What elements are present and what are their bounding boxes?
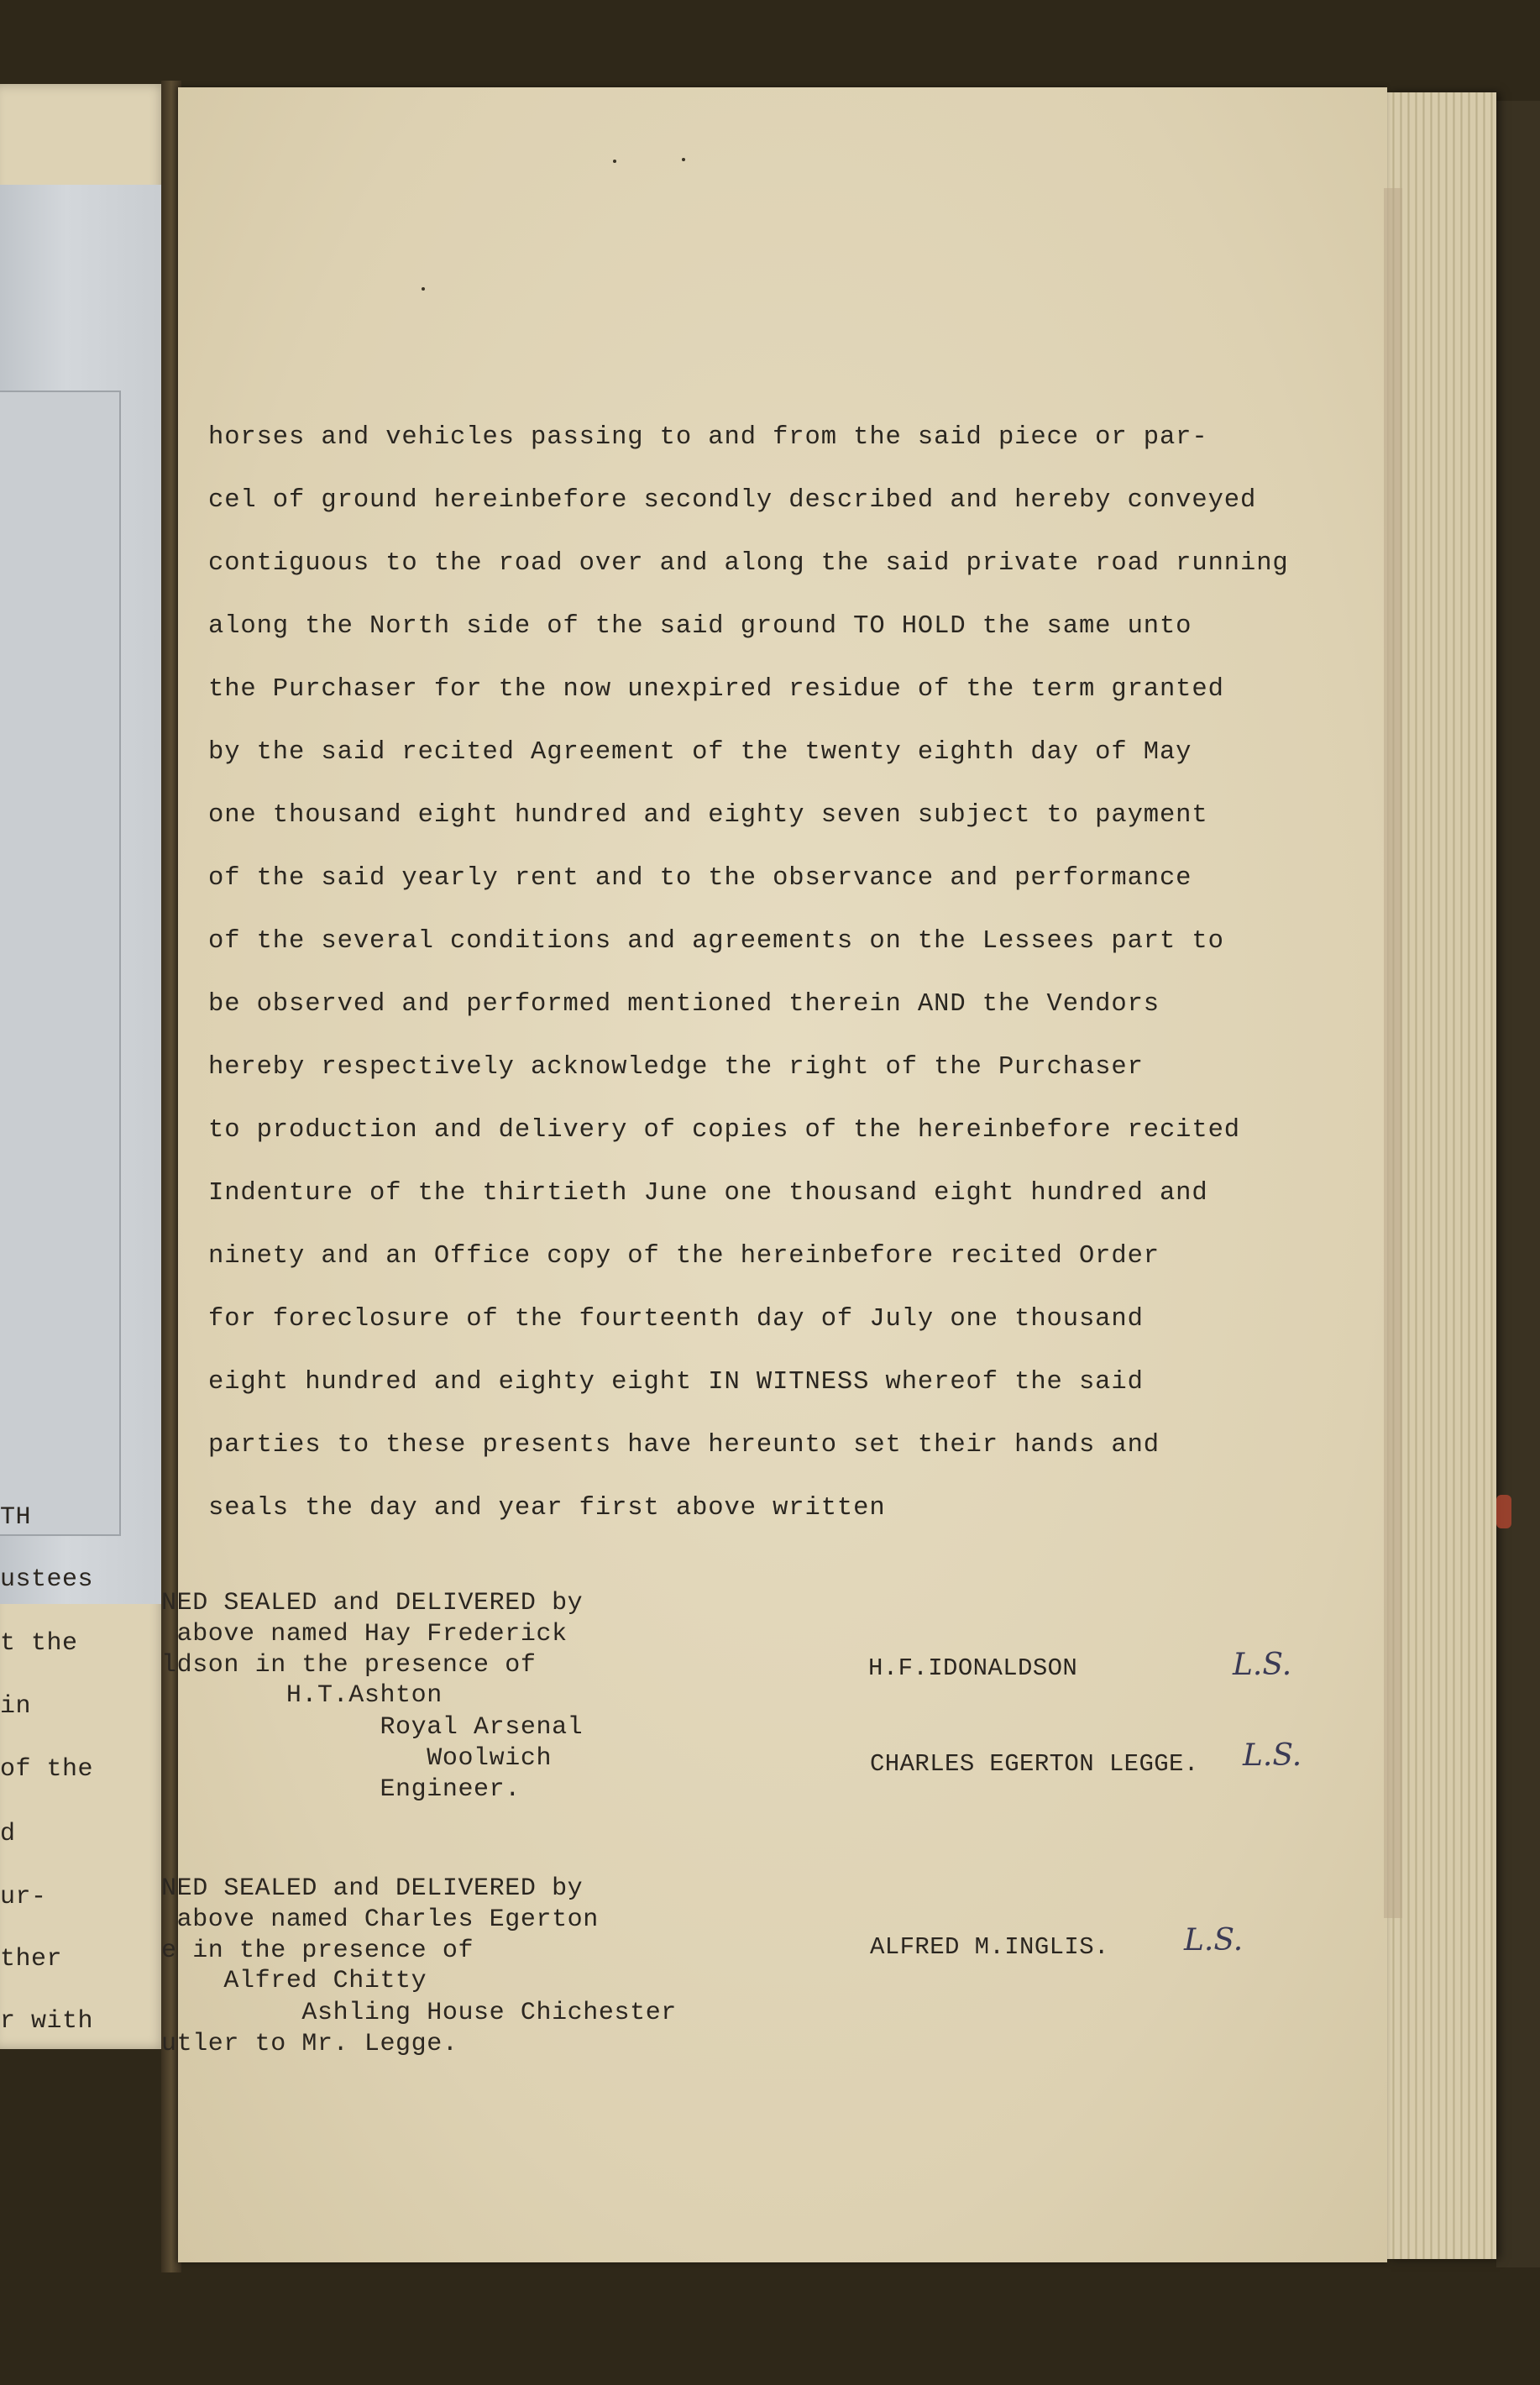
red-ribbon-mark: [1496, 1495, 1511, 1528]
deed-line: by the said recited Agreement of the twenty eighth day of May: [208, 738, 1192, 767]
ink-speck: [682, 158, 685, 161]
left-fragment: d: [0, 1820, 16, 1848]
ink-speck: [422, 287, 425, 291]
deed-line: one thousand eight hundred and eighty seven subject to payment: [208, 801, 1208, 830]
deed-line: to production and delivery of copies of the hereinbefore recited: [208, 1116, 1240, 1145]
signature-donaldson: H.F.IDONALDSON: [868, 1654, 1078, 1682]
deed-line: Indenture of the thirtieth June one thousand eight hundred and: [208, 1179, 1208, 1208]
attestation-line: ldson in the presence of: [161, 1651, 537, 1680]
page-fold-shadow: [1384, 188, 1402, 1918]
previous-page: [0, 84, 168, 2049]
attestation-line: Royal Arsenal: [161, 1713, 584, 1742]
attestation-line: Ashling House Chichester: [161, 1999, 677, 2027]
signature-legge: CHARLES EGERTON LEGGE.: [870, 1750, 1199, 1778]
left-fragment: ur-: [0, 1883, 47, 1911]
deed-line: hereby respectively acknowledge the right of the Purchaser: [208, 1053, 1144, 1082]
attestation-line: above named Charles Egerton: [161, 1905, 599, 1934]
attestation-line: Alfred Chitty: [161, 1967, 427, 1995]
attestation-line: above named Hay Frederick: [161, 1620, 568, 1649]
attestation-line: utler to Mr. Legge.: [161, 2030, 458, 2058]
tissue-fold: [0, 391, 121, 1536]
seal-mark: L.S.: [1184, 1923, 1244, 1958]
deed-line: eight hundred and eighty eight IN WITNESS whereof the said: [208, 1368, 1144, 1397]
attestation-line: H.T.Ashton: [161, 1681, 443, 1710]
deed-line: along the North side of the said ground TO HOLD the same unto: [208, 612, 1192, 641]
deed-line: for foreclosure of the fourteenth day of July one thousand: [208, 1305, 1144, 1334]
attestation-line: NED SEALED and DELIVERED by: [161, 1874, 584, 1903]
deed-page: [161, 87, 1387, 2262]
attestation-line: Woolwich: [161, 1744, 553, 1773]
attestation-line: e in the presence of: [161, 1937, 474, 1965]
left-fragment: ustees: [0, 1565, 94, 1594]
deed-line: ninety and an Office copy of the hereinbefore recited Order: [208, 1242, 1160, 1271]
deed-line: cel of ground hereinbefore secondly described and hereby conveyed: [208, 486, 1257, 515]
page-edges: [1387, 92, 1496, 2259]
signature-inglis: ALFRED M.INGLIS.: [870, 1933, 1109, 1961]
left-fragment: in: [0, 1692, 32, 1721]
deed-line: parties to these presents have hereunto set their hands and: [208, 1431, 1160, 1460]
left-fragment: t the: [0, 1629, 78, 1658]
deed-line: horses and vehicles passing to and from the said piece or par-: [208, 423, 1208, 452]
deed-line: of the several conditions and agreements on the Lessees part to: [208, 927, 1224, 956]
deed-line: seals the day and year first above written: [208, 1494, 886, 1523]
ink-speck: [613, 160, 616, 163]
attestation-line: NED SEALED and DELIVERED by: [161, 1589, 584, 1617]
deed-line: the Purchaser for the now unexpired residue of the term granted: [208, 675, 1224, 704]
seal-mark: L.S.: [1243, 1738, 1302, 1773]
tissue-overlay: [0, 185, 168, 1604]
deed-line: be observed and performed mentioned therein AND the Vendors: [208, 990, 1160, 1019]
left-fragment: ther: [0, 1945, 63, 1974]
attestation-line: Engineer.: [161, 1775, 521, 1804]
left-fragment: TH: [0, 1503, 32, 1532]
left-fragment: of the: [0, 1755, 94, 1784]
book-cover-edge: [1496, 101, 1540, 2267]
seal-mark: L.S.: [1233, 1648, 1292, 1682]
deed-line: contiguous to the road over and along the said private road running: [208, 549, 1289, 578]
deed-line: of the said yearly rent and to the observance and performance: [208, 864, 1192, 893]
left-fragment: r with: [0, 2007, 94, 2036]
